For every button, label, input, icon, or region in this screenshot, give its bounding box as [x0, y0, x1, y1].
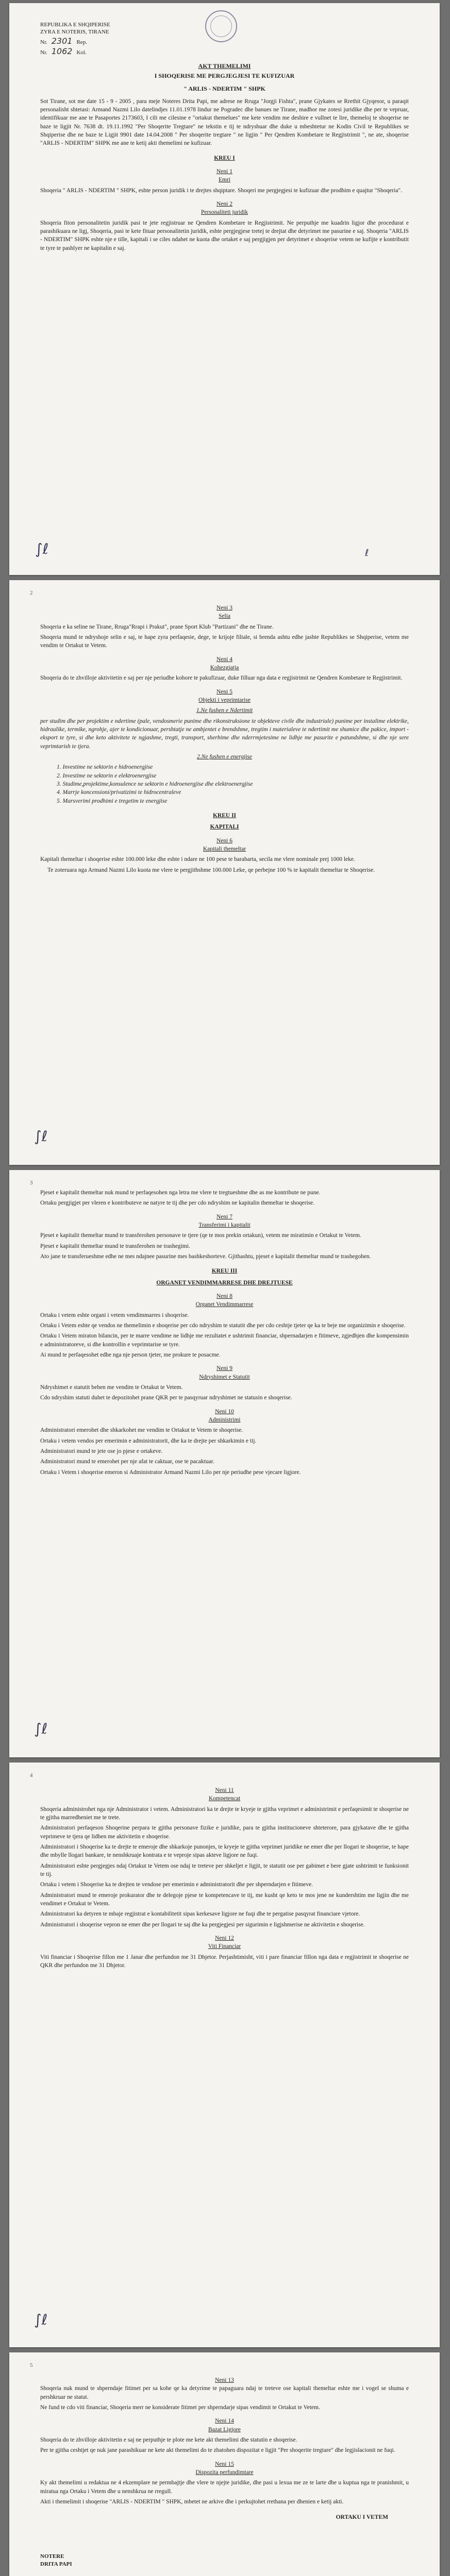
list-item: 5. Marsverimi prodhimi e tregetim te energjise — [57, 798, 168, 804]
article-5-heading: Neni 5 — [216, 688, 232, 695]
intro-paragraph: Sot Tirane, sot me date 15 - 9 - 2005 , para meje Noteres Drita Papi, me adrese ne Rruga "Jorgji Fishta", prane Gjykates se Rrethit Gjyqesor, u paraqit personalisht shtetasi: Armand Nazmi Lilo datelindjes 11.01.1978 lindur ne Pogradec dhe banues ne Tirane, madhor me zotesi juridike dhe per te vepruar, identifikuar me ane te Pasaportes 2173603, I cili me cilesine e "ortakut themelues" me kete vendim me deshire e vullnet te lire, themeloj te shoqerise ne baze te ligjit Nr. 7638 dt. 19.11.1992 "Per Shoqerite Tregtare" ne tekstin e tij te ndryshuar dhe duke u mbeshtetur ne Kodin Civil te Republikes se Shqiperise dhe ne baze te Ligjit 9901 date 14.04.2008 " Per shoqerite tregtare " ne ligjin " Per Qendren Kombetare te Regjistrimit ", ne ate, shoqerise "ARLIS - NDERTIM" SHPK me ane te ketij akti themelimi ne kufizuar. — [40, 98, 409, 147]
article-11-text-8: Administratori i shoqerise vepron ne emer dhe per llogari te saj dhe ka pergjegjesi per sigurimin e ligjshmerise ne aktivitetin e shoqerise. — [40, 1921, 365, 1928]
article-14-name: Bazat Ligjore — [208, 2426, 241, 2433]
page-number-icon: 4 — [30, 1772, 33, 1778]
company-name: " ARLIS - NDERTIM " SHPK — [184, 84, 265, 92]
kol-label: Nr. — [40, 49, 47, 56]
article-13-text-2: Ne fund te cdo viti financiar, Shoqeria merr ne konsiderate fitimet per shperndarje sipas vendimit te Ortakut te Vetem. — [40, 2404, 320, 2411]
article-5-sub-2: 2.Ne fushen e energjise — [197, 753, 252, 760]
article-7-heading: Neni 7 — [216, 1213, 232, 1220]
article-9-name: Ndryshimet e Statutit — [199, 1374, 250, 1380]
article-10-text: Administratori emerohet dhe shkarkohet me vendim te Ortakut te Vetem te shoqerise. — [40, 1427, 243, 1434]
article-10-heading: Neni 10 — [215, 1408, 234, 1415]
article-11-text-7: Administratori ka detyren te mbaje regjistrat e kontabilitetit sipas kerkesave ligjore ne fuqi dhe te pergatise pasqyrat financiare vjetore. — [40, 1911, 360, 1918]
article-11-text-4: Administratori eshte pergjegjes ndaj Ortakut te Vetem ose ndaj te treteve per shkeljet e ligjit, te statutit ose per gabimet e bere gjate ushtrimit te funksionit te tij. — [40, 1862, 409, 1877]
list-item: 1. Investime ne sektorin e hidroenergjise — [57, 764, 153, 771]
article-10-text-4: Administratori mund te emerohet per nje afat te caktuar, ose te pacaktuar. — [40, 1459, 214, 1465]
article-11-text-5: Ortaku i vetem i Shoqerise ka te drejten te vendose per emerimin e administratorit dhe per shperndarjen e fitimeve. — [40, 1882, 313, 1888]
article-3-text-2: Shoqeria mund te ndryshoje selin e saj, te hape zyra perfaqesie, dege, te krijoje filiale, si brenda ashtu edhe jashte Republikes se Shqiperise, vetem me vendim te Ortakut te Vetem. — [40, 634, 409, 649]
capital-note-2: Ortaku pergjigjet per vleren e kontributeve ne natyre te tij dhe per cdo ndryshim ne kapitalin themeltar te shoqerise. — [40, 1200, 315, 1207]
article-3-name: Selia — [219, 613, 230, 620]
article-14-text: Shoqeria do te zhvilloje aktivitetin e saj ne perputhje te plote me kete akt themelimi dhe statutin e shoqerise. — [40, 2436, 297, 2443]
article-9-text: Ndryshimet e statutit behen me vendim te Ortakut te Vetem. — [40, 1384, 183, 1391]
article-2-name: Personaliteti juridik — [201, 209, 248, 216]
article-8-text-2: Ortaku i Vetem eshte qe vendos ne themelimin e shoqerise per cdo ndryshim te statutit dhe per cdo ceshtje tjeter qe ka te beje me organizimin e shoqerise. — [40, 1322, 406, 1329]
article-2-text: Shoqeria fiton personalitetin juridik pasi te jete regjistruar ne Qendren Kombetare te Regjistrimit. Ne perputhje me kuadrin ligjor dhe procedurat e parashikuara ne ligj, Shoqeria, pasi te kete fituar personalitetin juridik, eshte pergjegjese tretej te drejtat dhe detyrimet me pasurine e saj. Shoqeria "ARLIS - NDERTIM" SHPK eshte nje e tille, kapitali i se ciles ndahet ne kuota dhe ortaket e saj pergjigjen per detyrimet e shoqerise vetem ne kufijte e kontributit te tyre te pashlyer ne kapitalin e saj. — [40, 219, 409, 251]
article-7-text-2: Pjeset e kapitalit themeltar mund te transferohen ne trashegimi. — [40, 1243, 190, 1249]
article-6-text-2: Te zoteruara nga Armand Nazmi Lilo kuota me vlere te pergjithshme 100.000 Leke, qe perbejne 100 % te kapitalit themeltar te Shoqerise. — [47, 867, 375, 873]
article-7-text: Pjeset e kapitalit themeltar mund te transferohen personave te tjere (qe te mos prekin ortakun), vetem me miratimin e Ortakut te Vetem. — [40, 1232, 361, 1239]
list-item: 3. Studime,projektime,konsulence ne sektorin e hidroenergjise dhe elektroenergjise — [57, 781, 253, 787]
article-9-text-2: Cdo ndryshim statuti duhet te depozitohet prane QKR per te pasqyruar ndryshimet ne statusin e shoqerise. — [40, 1395, 292, 1401]
article-4-heading: Neni 4 — [216, 656, 232, 663]
document-page-4 — [9, 1762, 440, 2347]
chapter-3-name: ORGANET VENDIMMARRESE DHE DREJTUESE — [156, 1279, 293, 1286]
signature-mark-icon: ∫ℓ — [34, 2311, 48, 2328]
article-9-heading: Neni 9 — [216, 1365, 232, 1372]
article-8-text-4: Ai mund te perfaqesohet edhe nga nje person tjeter, me prokure te posacme. — [40, 1351, 221, 1358]
chapter-2-name: KAPITALI — [210, 824, 239, 831]
chapter-3-heading: KREU III — [211, 1268, 238, 1275]
article-10-text-5: Ortaku i Vetem i shoqerise emeron si Administrator Armand Nazmi Lilo per nje periudhe pese vjecare ligjore. — [40, 1469, 301, 1476]
article-11-heading: Neni 11 — [215, 1787, 234, 1793]
list-item: 4. Marrje koncensioni/privatizimi te hidrocentraleve — [57, 789, 181, 796]
page-number-icon: 2 — [30, 590, 33, 596]
article-12-heading: Neni 12 — [215, 1935, 234, 1941]
article-6-text: Kapitali themeltar i shoqerise eshte 100.000 leke dhe eshte i ndare ne 100 pese te barabarta, secila me vlere nominale prej 1000 leke. — [40, 856, 355, 863]
article-11-text: Shoqeria administrohet nga nje Administrator i vetem. Administratori ka te drejte te kryeje te gjitha veprimet e administrimit e perfaqesimit te shoqerise ne te gjitha marredheniet me te trete. — [40, 1806, 409, 1821]
article-4-name: Kohezgjatja — [210, 664, 239, 671]
article-7-text-3: Ato jane te transferueshme edhe ne mes ndajnee pasurine mes bashkeshorteve. Gjithashtu, pjeset e kapitalit themeltar mund te trashegohen. — [40, 1253, 371, 1260]
document-subtitle: I SHOQERISE ME PERGJEGJESI TE KUFIZUAR — [154, 72, 295, 79]
article-15-heading: Neni 15 — [215, 2461, 234, 2467]
list-item: 2. Investime ne sektorin e elektroenergjise — [57, 772, 157, 779]
kol-suffix: Kol. — [76, 49, 87, 56]
document-page-2 — [9, 580, 440, 1165]
capital-note-1: Pjeset e kapitalit themeltar nuk mund te perfaqesohen nga letra me vlere te tregtueshme dhe as me kontribute ne pune. — [40, 1190, 321, 1196]
article-15-text-2: Akti i themelimit i shoqerise "ARLIS - NDERTIM " SHPK, mbetet ne arkive dhe i perkujtohet rrethana per dhenien e ketij akti. — [40, 2498, 344, 2505]
article-2-heading: Neni 2 — [216, 200, 232, 207]
article-1-text: Shoqeria " ARLIS - NDERTIM " SHPK, eshte person juridik i te drejtes shqiptare. Shoqeri me pergjegjesi te kufizuar dhe prodhim e quajtur "Shoqeria". — [40, 187, 402, 194]
office-name: ZYRA E NOTERIS, TIRANE — [40, 28, 109, 35]
article-5-sub-1: 1.Ne fushen e Ndertimit — [196, 707, 253, 714]
article-5-text: per studim dhe per projektim e ndertime (pale, vendosmerie punime dhe rikonstruksione te objekteve civile dhe industriale) punime per instalime elektrike, hidraulike, termike, ngrohje, ajer te kondicionuar, pershtatje ne ambjentet e brendshme, tregtim i materialeve te ndertimit me shumice dhe pakice, import - eksport te tyre, si dhe keto aktivitete te ngjashme, tregti, transport, sherbime dhe nderrmjetesime ne lidhje me pasurite e patundshme, si dhe nje sere veprimtarish te tjera. — [40, 718, 409, 750]
article-11-text-2: Administratori perfaqeson Shoqerine perpara te gjitha personave fizike e juridike, para te gjitha institucioneve shteterore, para gjykatave dhe te gjitha veprimeve te tjera qe lidhen me aktivitetin e shoqerise. — [40, 1825, 409, 1840]
page-number-icon: 5 — [30, 2362, 33, 2368]
article-11-text-3: Administratori i Shoqerise ka te drejte te emeroje dhe shkarkoje punonjes, te kryeje te gjitha veprimet juridike ne emer dhe per llogari te shoqerise, te hape dhe mbylle llogari bankare, te nenshkruaje kontrata e te veproje sipas akteve ligjore ne fuqi. — [40, 1843, 409, 1859]
article-3-heading: Neni 3 — [216, 605, 232, 611]
article-13-heading: Neni 13 — [215, 2377, 234, 2383]
article-15-name: Dispozita perfundimtare — [195, 2469, 254, 2476]
article-10-name: Administrimi — [208, 1416, 241, 1423]
article-13-text: Shoqeria nuk mund te shperndaje fitimet per sa kohe qe ka detyrime te papaguara ndaj te treteve ose kapitali themeltar eshte me i vogel se shuma e pershkruar ne statut. — [40, 2385, 409, 2400]
notary-name: DRITA PAPI — [40, 2561, 72, 2567]
initials-mark-icon: ℓ — [365, 548, 369, 558]
chapter-1-heading: KREU I — [214, 155, 235, 161]
energy-activity-list — [57, 763, 409, 805]
notary-block — [40, 2553, 409, 2569]
article-8-heading: Neni 8 — [216, 1293, 232, 1299]
article-8-text-3: Ortaku i Vetem miraton bilancin, per te marre vendime ne lidhje me rezultatet e ushtrimit financiar, shpernadarjen e fitimeve, zgjedhjen dhe kompensimin e administratoreve, si dhe kontrollin e veprimtarise se tyre. — [40, 1333, 409, 1348]
country-name: REPUBLIKA E SHQIPERISE — [40, 22, 110, 28]
article-10-text-2: Ortaku i vetem vendos per emerimin e administratorit, dhe ka te drejte per shkarkimin e tij. — [40, 1437, 257, 1444]
page-number-icon: 3 — [30, 1180, 33, 1186]
rep-label: Nr. — [40, 39, 47, 45]
article-11-text-6: Administratori mund te emeroje prokurator dhe te delegoje pjese te kompetencave te tij, me kusht qe keto te mos jene ne kundershtim me ligjin dhe me vendimet e Ortakut te Vetem. — [40, 1892, 409, 1907]
article-4-text: Shoqeria do te zhvilloje aktivitetin e saj per nje periudhe kohore te pakufizuar, duke filluar nga data e regjistrimit ne Qendren Kombetare te Regjistrimit. — [40, 675, 403, 682]
article-14-heading: Neni 14 — [215, 2418, 234, 2425]
document-page-1 — [9, 3, 440, 575]
document-page-3 — [9, 1170, 440, 1757]
sole-partner-label: ORTAKU I VETEM — [336, 2514, 388, 2521]
article-5-name: Objekti i veprimtarise — [198, 697, 251, 703]
article-6-name: Kapitali themeltar — [203, 845, 246, 852]
notary-title: NOTERE — [40, 2553, 64, 2560]
article-7-name: Transferimi i kapitalit — [198, 1222, 251, 1228]
article-12-text: Viti financiar i Shoqerise fillon me 1 Janar dhe perfundon me 31 Dhjetor. Perjashtimisht, viti i pare financiar fillon nga data e regjistrimit te shoqerise ne QKR dhe perfundon me 31 Dhjetor. — [40, 1954, 409, 1969]
article-8-name: Organet Vendimmarrese — [195, 1301, 254, 1308]
article-6-heading: Neni 6 — [216, 837, 232, 844]
article-14-text-2: Per te gjitha ceshtjet qe nuk jane parashikuar ne kete akt themelimi do te zbatohen dispozitat e ligjit "Per shoqerite tregtare" dhe legjislacionit ne fuqi. — [40, 2447, 395, 2454]
document-title: AKT THEMELIMI — [198, 62, 251, 70]
article-15-text: Ky akt themelimi u redaktua ne 4 ekzemplare ne permbajtje dhe vlere te njejte juridike, dhe pasi u lexua me ze te larte dhe u kuptua nga te pranishmit, u miratua nga Ortaku i Vetem dhe u nenshkrua ne rregull. — [40, 2480, 409, 2495]
signature-mark-icon: ∫ℓ — [35, 540, 49, 557]
article-1-heading: Neni 1 — [216, 168, 232, 175]
signature-mark-icon: ∫ℓ — [34, 1128, 48, 1145]
article-1-name: Emri — [219, 177, 230, 183]
article-8-text: Ortaku i vetem eshte organi i vetem vendimmarres i shoqerise. — [40, 1312, 189, 1318]
article-10-text-3: Administratori mund te jete ose jo pjese e ortakeve. — [40, 1448, 163, 1454]
rep-number: 2301 — [51, 36, 73, 46]
signature-mark-icon: ∫ℓ — [34, 1720, 48, 1737]
rep-suffix: Rep. — [76, 39, 87, 45]
article-3-text: Shoqeria e ka seline ne Tirane, Rruga"Rrapi i Prakut", prane Sport Klub "Partizani" dhe ne Tirane. — [40, 623, 274, 630]
chapter-2-heading: KREU II — [212, 812, 237, 819]
kol-number: 1062 — [51, 46, 73, 56]
document-page-5 — [9, 2352, 440, 2576]
state-seal-icon — [205, 10, 237, 42]
article-11-name: Kompetencat — [208, 1795, 241, 1802]
article-12-name: Viti Financiar — [208, 1943, 241, 1950]
